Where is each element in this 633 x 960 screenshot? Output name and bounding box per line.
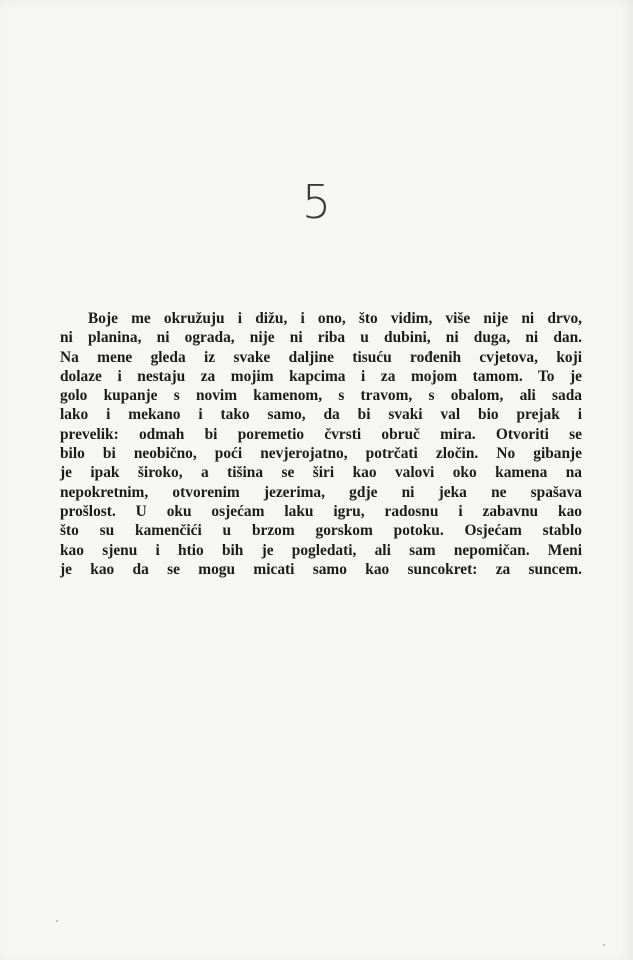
text-line: Na mene gleda iz svake daljine tisuću rođenih cvjetova, koji — [60, 348, 582, 366]
text-line: što su kamenčići u brzom gorskom potoku. Osjećam stablo — [60, 522, 582, 540]
text-line: Boje me okružuju i dižu, i ono, što vidim, više nije ni drvo, — [88, 310, 582, 327]
body-paragraph — [60, 309, 582, 579]
text-line: prevelik: odmah bi poremetio čvrsti obruč mira. Otvoriti se — [60, 425, 582, 443]
text-line: nepokretnim, otvorenim jezerima, gdje ni jeka ne spašava — [60, 483, 582, 501]
paper-speck — [603, 944, 605, 946]
text-line: kao sjenu i htio bih je pogledati, ali sam nepomičan. Meni — [60, 541, 582, 559]
text-line: ni planina, ni ograda, nije ni riba u dubini, ni duga, ni dan. — [60, 329, 582, 347]
text-line: lako i mekano i tako samo, da bi svaki val bio prejak i — [60, 406, 582, 424]
text-line: je kao da se mogu micati samo kao suncokret: za suncem. — [60, 560, 582, 578]
text-line: je ipak široko, a tišina se širi kao valovi oko kamena na — [60, 464, 582, 482]
chapter-number: 5 — [301, 175, 332, 229]
text-line: golo kupanje s novim kamenom, s travom, s obalom, ali sada — [60, 387, 582, 405]
text-line: dolaze i nestaju za mojim kapcima i za mojom tamom. To je — [60, 367, 582, 385]
paper-speck — [56, 920, 58, 922]
text-line: prošlost. U oku osjećam laku igru, radosnu i zabavnu kao — [60, 502, 582, 520]
text-line: bilo bi neobično, poći nevjerojatno, potrčati zločin. No gibanje — [60, 445, 582, 463]
